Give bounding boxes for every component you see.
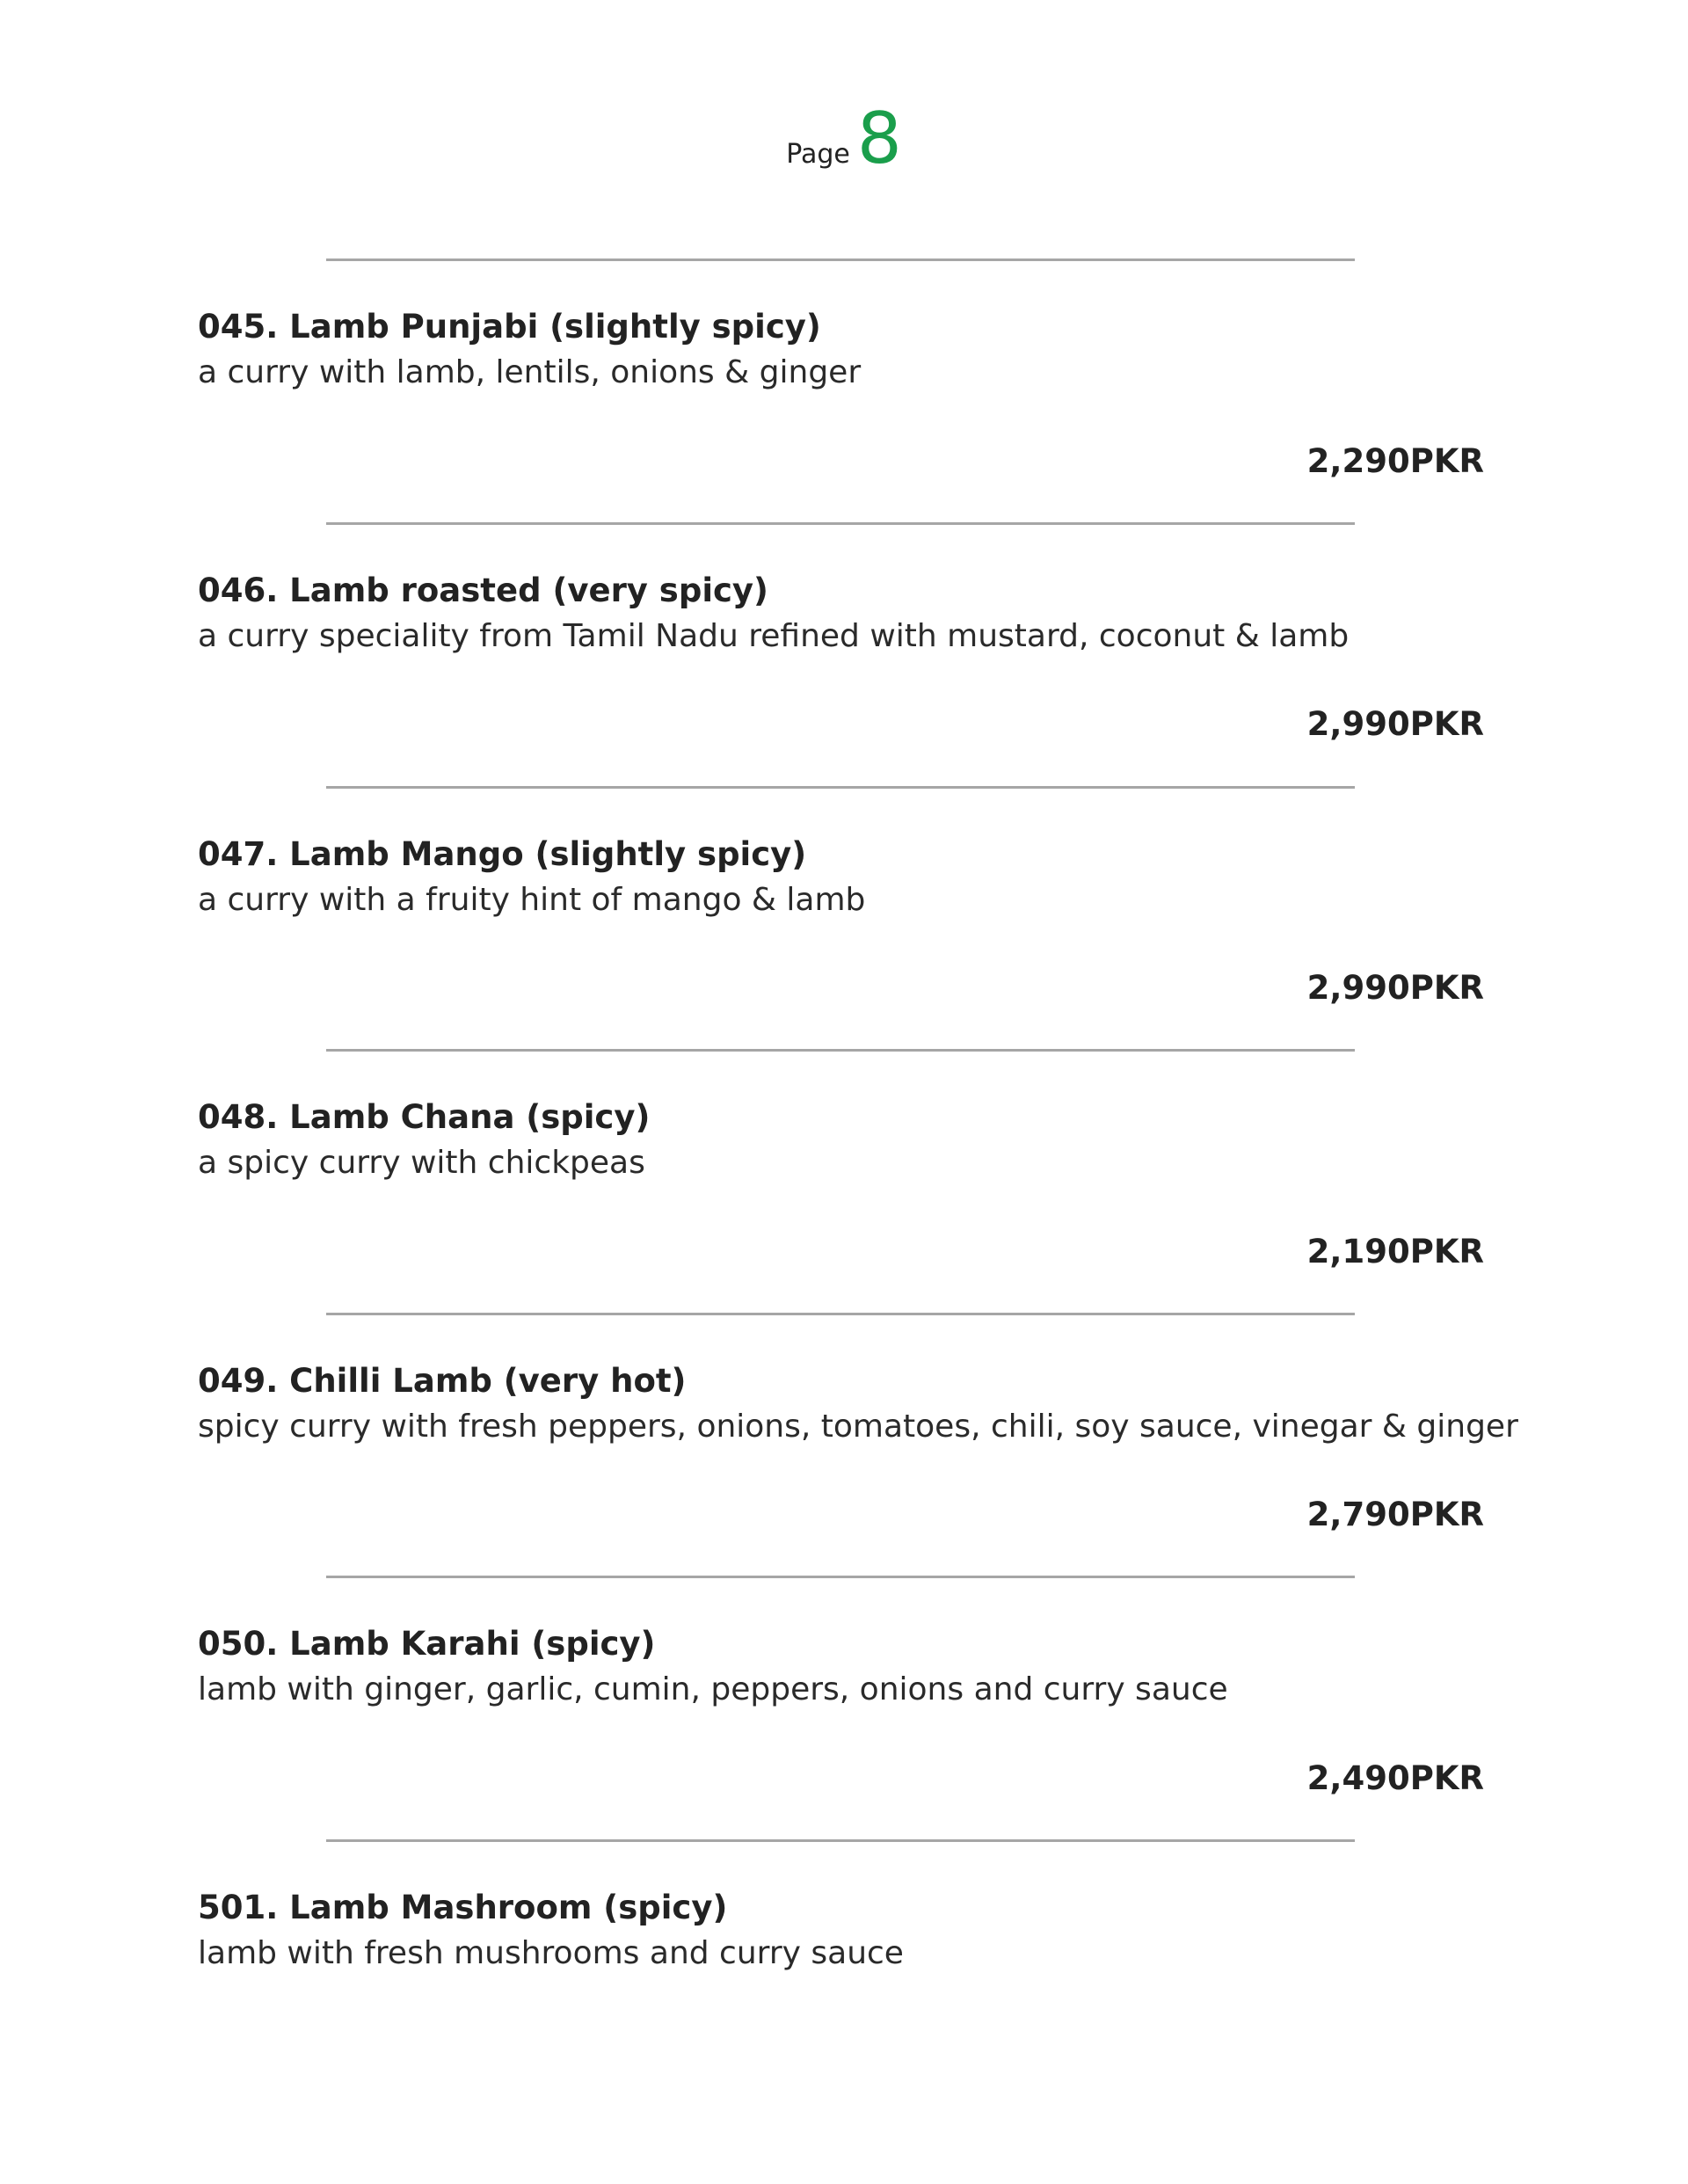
menu-item-title: 046. Lamb roasted (very spicy): [198, 571, 768, 609]
divider: [326, 1576, 1355, 1578]
page-header: [0, 98, 1688, 179]
menu-item-price: 2,490PKR: [1306, 1759, 1484, 1797]
page-label: Page: [786, 139, 850, 170]
menu-item-description: spicy curry with fresh peppers, onions, tomatoes, chili, soy sauce, vinegar & ginger: [198, 1409, 1518, 1445]
menu-item-title: 045. Lamb Punjabi (slightly spicy): [198, 308, 821, 346]
menu-item-description: a curry speciality from Tamil Nadu refined with mustard, coconut & lamb: [198, 618, 1350, 654]
divider: [326, 786, 1355, 789]
menu-item-price: 2,990PKR: [1306, 969, 1484, 1007]
menu-item-description: lamb with ginger, garlic, cumin, peppers, onions and curry sauce: [198, 1671, 1228, 1707]
page-number: 8: [856, 98, 902, 179]
menu-item-title: 048. Lamb Chana (spicy): [198, 1098, 651, 1136]
menu-item-price: 2,990PKR: [1306, 705, 1484, 743]
menu-item-description: a curry with lamb, lentils, onions & ginger: [198, 354, 862, 390]
divider: [326, 258, 1355, 261]
divider: [326, 522, 1355, 525]
divider: [326, 1049, 1355, 1052]
menu-item-price: 2,190PKR: [1306, 1233, 1484, 1270]
menu-item-description: lamb with fresh mushrooms and curry sauce: [198, 1935, 904, 1971]
divider: [326, 1839, 1355, 1842]
menu-item-description: a spicy curry with chickpeas: [198, 1145, 645, 1181]
divider: [326, 1313, 1355, 1315]
menu-item-price: 2,290PKR: [1306, 442, 1484, 480]
menu-item-title: 047. Lamb Mango (slightly spicy): [198, 835, 807, 873]
menu-item-title: 049. Chilli Lamb (very hot): [198, 1362, 687, 1400]
menu-item-price: 2,790PKR: [1306, 1496, 1484, 1533]
menu-item-title: 501. Lamb Mashroom (spicy): [198, 1889, 728, 1926]
menu-item-description: a curry with a fruity hint of mango & lamb: [198, 882, 866, 918]
menu-item-title: 050. Lamb Karahi (spicy): [198, 1625, 656, 1663]
